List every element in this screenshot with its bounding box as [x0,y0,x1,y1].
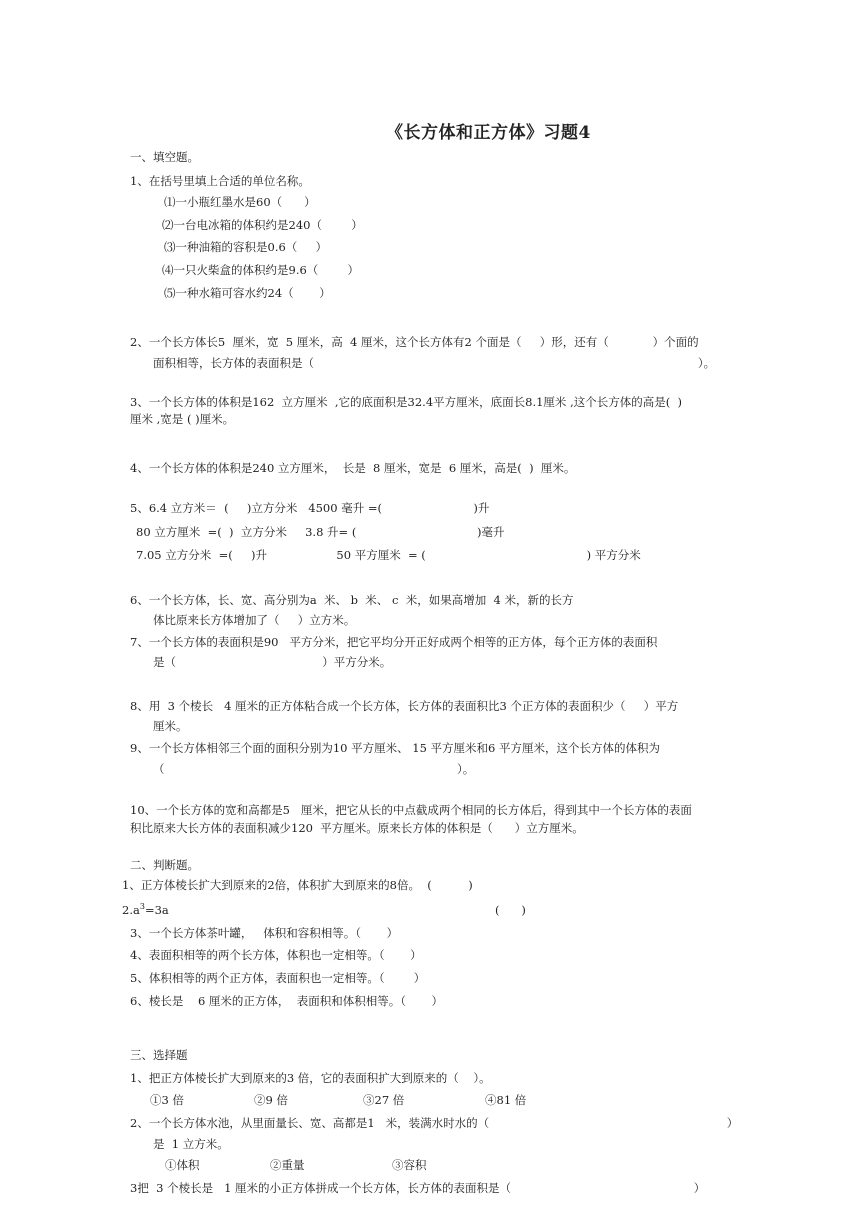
section-heading-multiple-choice: 三、选择题 [130,1048,188,1062]
choice-2-option: ②重量 [270,1158,305,1172]
question-9-line-1: 9、一个长方体相邻三个面的面积分别为10 平方厘米、 15 平方厘米和6 平方厘米，这个长方体的体积为 [130,741,661,755]
judge-item-3: 3、一个长方体茶叶罐， 体积和容积相等。（ ） [130,926,399,940]
judge-item-1: 1、正方体棱长扩大到原来的2倍，体积扩大到原来的8倍。 ( ) [122,878,473,892]
question-6-line-2: 体比原来长方体增加了（ ）立方米。 [153,613,356,627]
question-3-line-2: 厘米 ,宽是 ( )厘米。 [130,412,235,426]
question-1-item: ⑵一台电冰箱的体积约是240（ ） [162,218,363,232]
choice-1-option: ④81 倍 [485,1093,527,1107]
choice-2-line-2: 是 1 立方米。 [153,1137,229,1151]
choice-2-option: ①体积 [165,1158,200,1172]
question-7-line-2: 是（ ）平方分米。 [153,655,392,669]
question-2-line-1: 2、一个长方体长5 厘米，宽 5 厘米，高 4 厘米，这个长方体有2 个面是（ ）形，还有（ ）个面的 [130,335,699,349]
judge-item-2-rhs: =3a [144,903,169,917]
question-1-stem: 1、在括号里填上合适的单位名称。 [130,174,310,188]
question-2-line-2: 面积相等，长方体的表面积是（ ）。 [153,356,716,370]
choice-2-option: ③容积 [392,1158,427,1172]
question-1-item: ⑸一种水箱可容水约24（ ） [164,286,331,300]
question-1-item: ⑷一只火柴盒的体积约是9.6（ ） [162,263,360,277]
question-1-item: ⑴一小瓶红墨水是60（ ） [164,195,316,209]
question-10-line-1: 10、一个长方体的宽和高都是5 厘米，把它从长的中点截成两个相同的长方体后，得到其中一个长方体的表面 [130,803,692,817]
question-1-item: ⑶一种油箱的容积是0.6（ ） [164,240,328,254]
question-7-line-1: 7、一个长方体的表面积是90 平方分米，把它平均分开正好成两个相等的正方体，每个正方体的表面积 [130,635,658,649]
judge-item-6: 6、棱长是 6 厘米的正方体， 表面积和体积相等。（ ） [130,994,444,1008]
judge-item-2 [122,903,169,917]
judge-item-5: 5、体积相等的两个正方体，表面积也一定相等。（ ） [130,971,426,985]
question-10-line-2: 积比原来大长方体的表面积减少120 平方厘米。原来长方体的体积是（ ）立方厘米。 [130,821,584,835]
question-5-line-3: 7.05 立方分米 =( )升 50 平方厘米 = ( ) 平方分米 [136,548,641,562]
choice-1-option: ②9 倍 [254,1093,288,1107]
choice-2-line-1: 2、一个长方体水池，从里面量长、宽、高都是1 米，装满水时水的（ ） [130,1116,739,1130]
judge-item-4: 4、表面积相等的两个长方体，体积也一定相等。（ ） [130,948,422,962]
page-title: 《长方体和正方体》习题4 [386,123,591,143]
judge-item-2-answer: ( ) [495,903,526,917]
question-3-line-1: 3、一个长方体的体积是162 立方厘米 ,它的底面积是32.4平方厘米，底面长8.1厘米 ,这个长方体的高是( ) [130,395,683,409]
question-8-line-1: 8、用 3 个棱长 4 厘米的正方体粘合成一个长方体，长方体的表面积比3 个正方体的表面积少（ ）平方 [130,699,679,713]
section-heading-fill-blank: 一、填空题。 [130,150,199,164]
judge-item-2-exponent: 3 [139,902,145,912]
judge-item-2-base: 2.a [122,903,140,917]
question-9-line-2: （ ）。 [153,762,475,776]
section-heading-true-false: 二、判断题。 [130,858,199,872]
question-4: 4、一个长方体的体积是240 立方厘米， 长是 8 厘米，宽是 6 厘米，高是( ) 厘米。 [130,461,576,475]
question-6-line-1: 6、一个长方体，长、宽、高分别为a 米、 b 米、 c 米，如果高增加 4 米，新的长方 [130,593,574,607]
choice-3: 3把 3 个棱长是 1 厘米的小正方体拼成一个长方体，长方体的表面积是（ ） [130,1181,706,1195]
choice-1-option: ③27 倍 [363,1093,405,1107]
question-5-line-2: 80 立方厘米 =( ) 立方分米 3.8 升= ( )毫升 [136,525,505,539]
choice-1-stem: 1、把正方体棱长扩大到原来的3 倍，它的表面积扩大到原来的（ ）。 [130,1071,491,1085]
question-8-line-2: 厘米。 [153,719,188,733]
question-5-line-1: 5、6.4 立方米＝ ( )立方分米 4500 毫升 =( )升 [130,501,490,515]
choice-1-option: ①3 倍 [150,1093,184,1107]
